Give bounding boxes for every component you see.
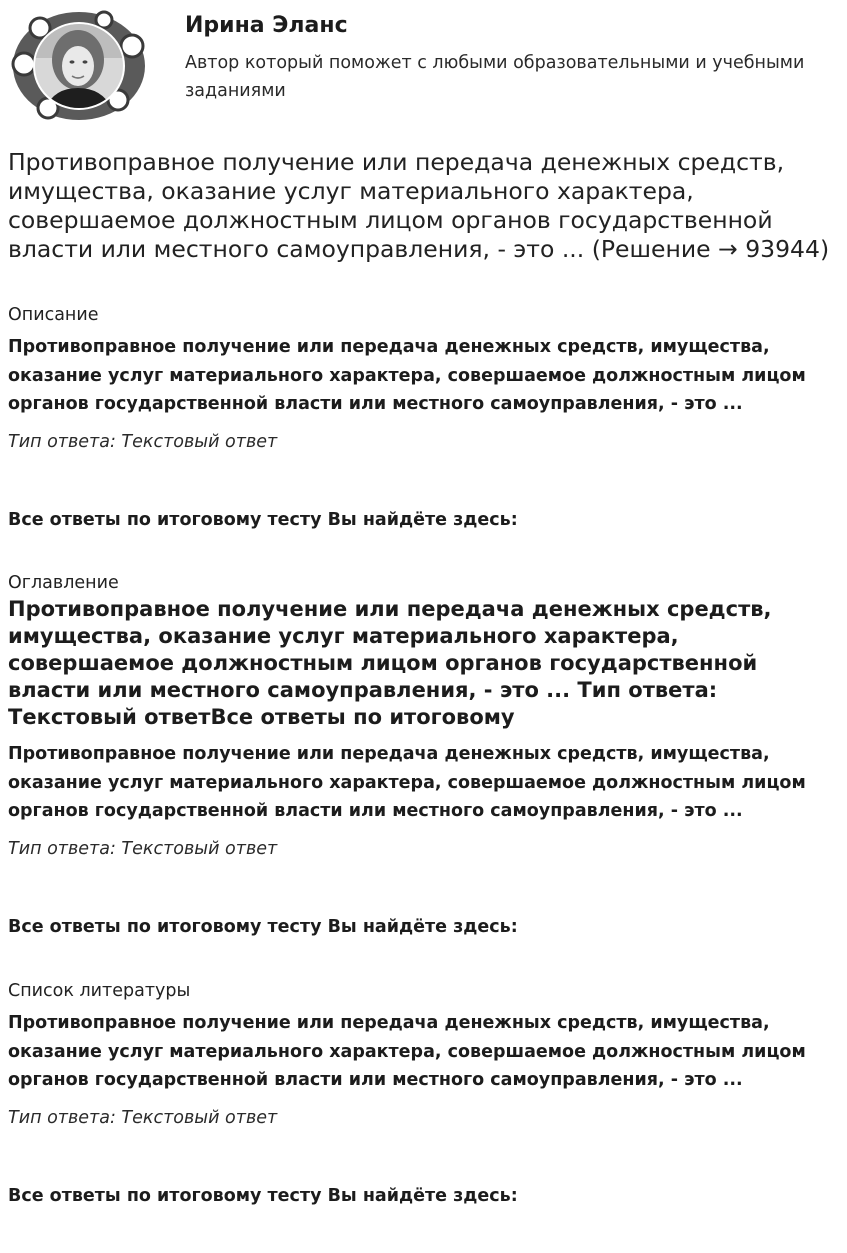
author-avatar: [8, 8, 150, 126]
author-card: [0, 0, 847, 130]
contents-heading: Противоправное получение или передача денежных средств, имущества, оказание услуг материального характера, совершаемое должностным лицом органов государственной власти или местного самоуправления, - это ... Тип ответа: Текстовый ответВсе ответы по итоговому: [8, 597, 772, 729]
author-name: Ирина Эланс: [185, 13, 348, 38]
answer-type: Тип ответа: Текстовый ответ: [8, 431, 278, 452]
answer-type: Тип ответа: Текстовый ответ: [8, 838, 278, 859]
all-answers-note: Все ответы по итоговому тесту Вы найдёте здесь:: [8, 509, 518, 530]
section-contents: [8, 571, 840, 939]
all-answers-note: Все ответы по итоговому тесту Вы найдёте здесь:: [8, 1185, 518, 1206]
section-description: [8, 303, 840, 532]
section-references: [8, 979, 840, 1208]
question-text: Противоправное получение или передача денежных средств, имущества, оказание услуг материального характера, совершаемое должностным лицом органов государственной власти или местного самоуправления, - это ...: [8, 744, 806, 821]
section-label: Описание: [8, 305, 99, 325]
page-title: Противоправное получение или передача денежных средств, имущества, оказание услуг материального характера, совершаемое должностным лицом органов государственной власти или местного самоуправления, - это ... (Решение → 93944): [8, 148, 830, 263]
question-text: Противоправное получение или передача денежных средств, имущества, оказание услуг материального характера, совершаемое должностным лицом органов государственной власти или местного самоуправления, - это ...: [8, 337, 806, 414]
section-label: Оглавление: [8, 573, 119, 593]
author-bio: Автор который поможет с любыми образовательными и учебными заданиями: [185, 53, 805, 101]
answer-type: Тип ответа: Текстовый ответ: [8, 1107, 278, 1128]
all-answers-note: Все ответы по итоговому тесту Вы найдёте здесь:: [8, 916, 518, 937]
section-label: Список литературы: [8, 981, 191, 1001]
question-text: Противоправное получение или передача денежных средств, имущества, оказание услуг материального характера, совершаемое должностным лицом органов государственной власти или местного самоуправления, - это ...: [8, 1013, 806, 1090]
